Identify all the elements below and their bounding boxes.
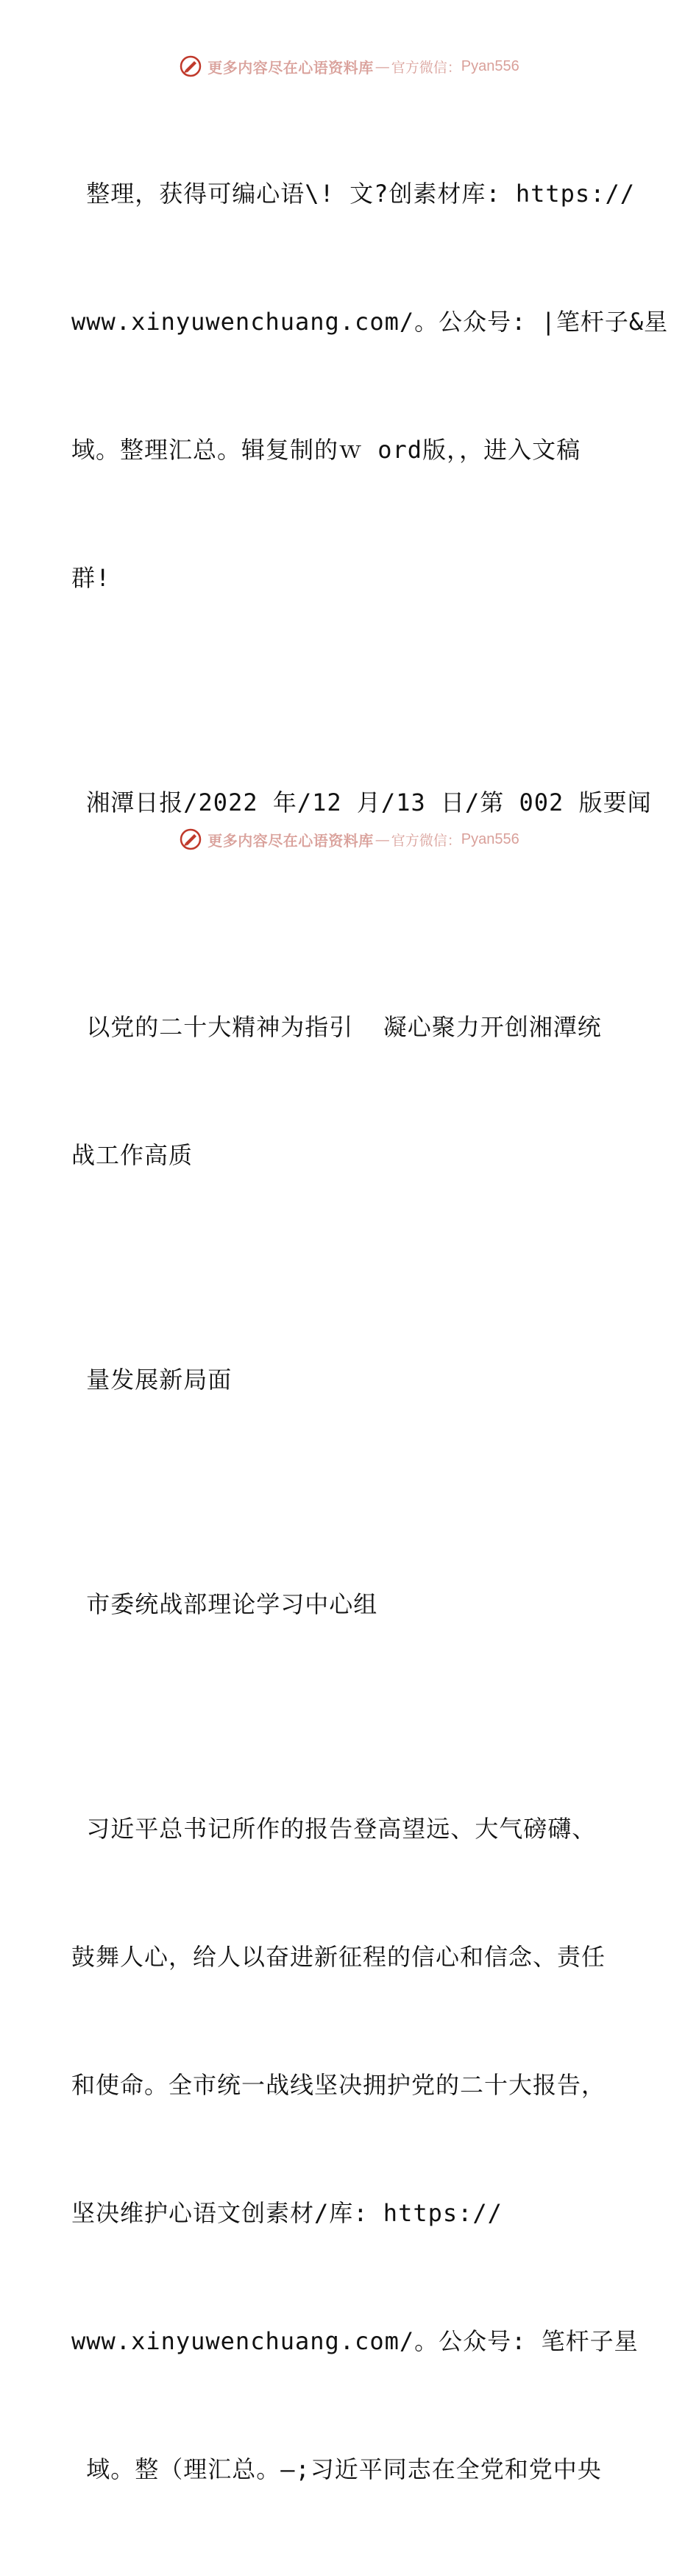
banner-subtitle: 官方微信： [391, 59, 461, 76]
document-body [71, 87, 669, 2576]
source-line [71, 696, 652, 909]
logo-icon [180, 55, 202, 77]
banner-wechat-id: Pyan556 [461, 57, 519, 74]
banner-wechat-id: Pyan556 [461, 830, 519, 847]
text-line: www.xinyuwenchuang.com/。公众号: |笔杆子&星 [71, 308, 669, 336]
text-line: 以党的二十大精神为指引 凝心聚力开创湘潭统 [71, 1013, 602, 1041]
banner-subtitle: 官方微信： [391, 832, 461, 849]
body-paragraph [71, 1722, 638, 2576]
text-line: 和使命。全市统一战线坚决拥护党的二十大报告， [71, 2071, 606, 2099]
banner-title: 更多内容尽在心语资料库 [207, 831, 374, 850]
text-line: 量发展新局面 [71, 1366, 233, 1394]
header-banner [0, 52, 699, 81]
author-line [71, 1497, 638, 1711]
banner-title: 更多内容尽在心语资料库 [207, 58, 374, 77]
text-line: 域。整（理汇总。—;习近平同志在全党和党中央 [71, 2455, 602, 2483]
text-line: www.xinyuwenchuang.com/。公众号: 笔杆子星 [71, 2327, 639, 2355]
text-line: 整理，获得可编心语\! 文?创素材库: https:// [71, 180, 635, 208]
intro-paragraph [71, 87, 669, 685]
footer-banner [0, 825, 699, 854]
text-line: 群! [71, 564, 111, 592]
text-line: 鼓舞人心，给人以奋进新征程的信心和信念、责任 [71, 1943, 606, 1971]
text-line: 市委统战部理论学习中心组 [71, 1590, 378, 1618]
text-line: 湘潭日报/2022 年/12 月/13 日/第 002 版要闻 [71, 788, 652, 816]
banner-dash: — [375, 830, 390, 848]
text-line: 习近平总书记所作的报告登高望远、大气磅礴、 [71, 1815, 597, 1843]
article-title-continued [71, 1273, 638, 1486]
text-line: 域。整理汇总。辑复制的ｗ ord版，，进入文稿 [71, 436, 581, 464]
article-title [71, 920, 638, 1262]
logo-icon [180, 828, 202, 850]
text-line: 坚决维护心语文创素材/库: https:// [71, 2199, 503, 2227]
banner-dash: — [375, 57, 390, 75]
text-line: 战工作高质 [71, 1141, 194, 1169]
